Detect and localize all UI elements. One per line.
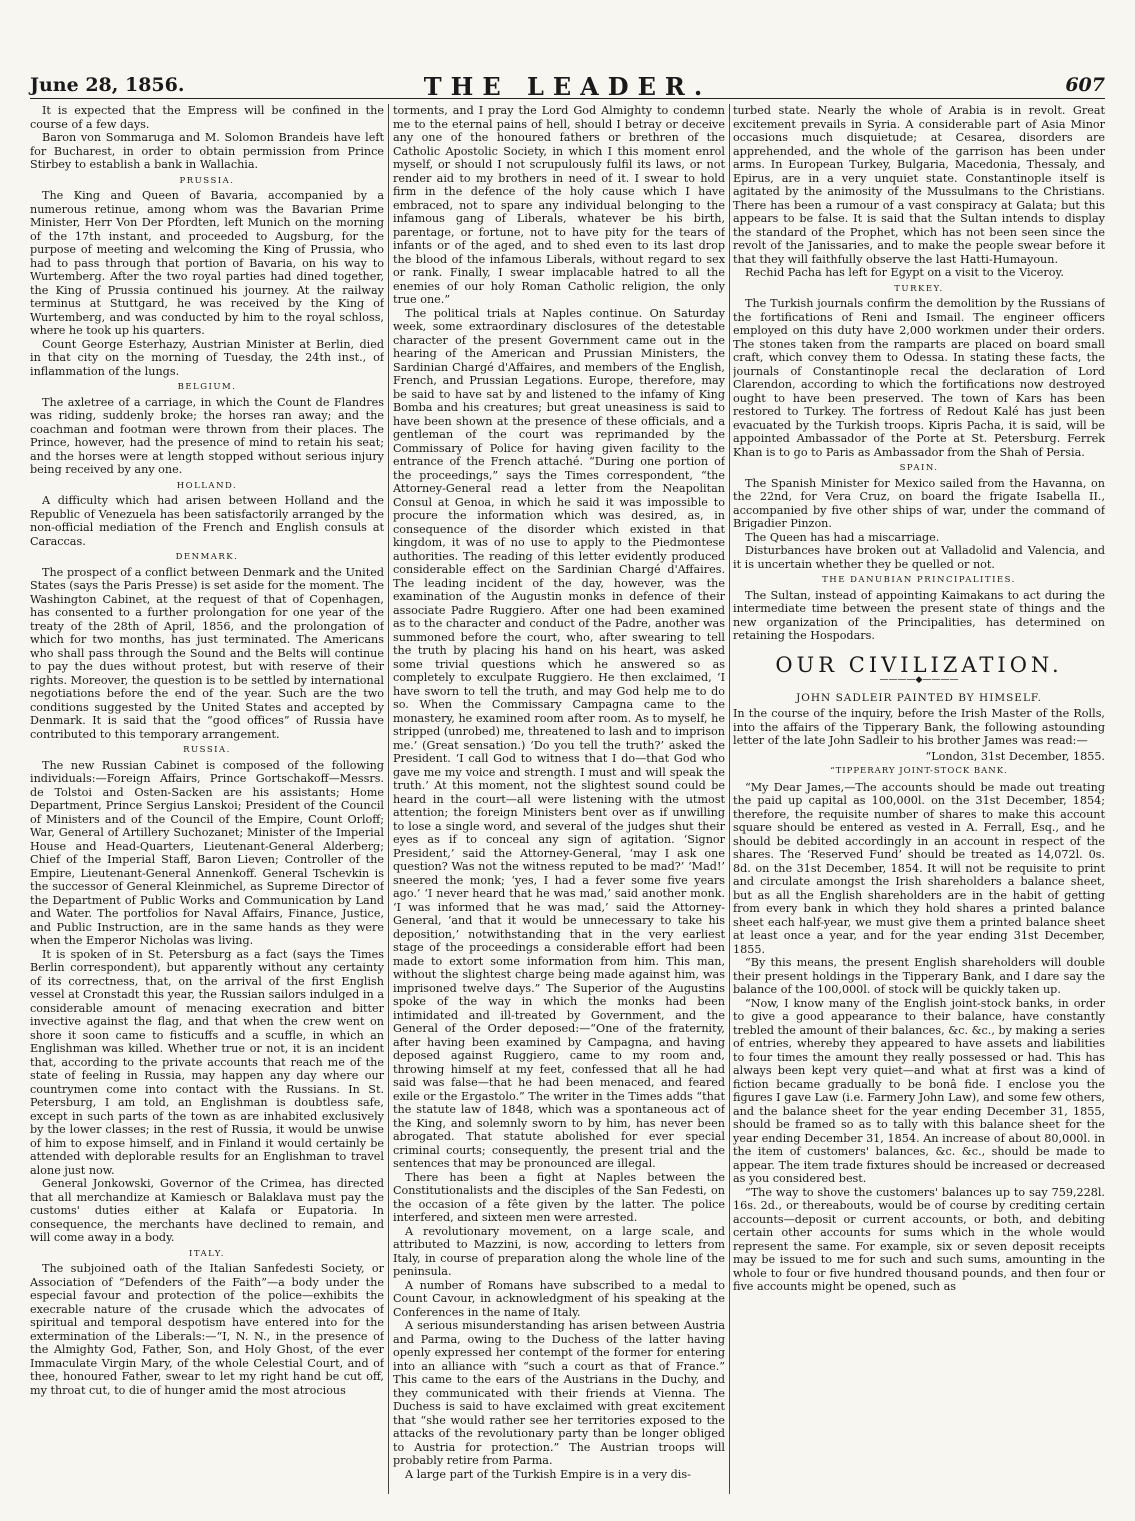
paragraph: The subjoined oath of the Italian Sanfedesti Society, or Association of “Defenders of the Faith”—a body under the especial favour and protection of the police—exhibits the execrable nature of the crusade which the advocates of spiritual and temporal despotism have entered into for the extermination of the Liberals:—“I, N. N., in the presence of the Almighty God, Father, Son, and Holy Ghost, of the ever Immaculate Virgin Mary, of the whole Celestial Court, and of thee, honoured Father, swear to let my right hand be cut off, my throat cut, to die of hunger amid the most atrocious <box>30 1262 384 1397</box>
paragraph: A large part of the Turkish Empire is in a very dis- <box>405 1467 691 1481</box>
paragraph: Disturbances have broken out at Valladolid and Valencia, and it is uncertain whether they be quelled or not. <box>733 544 1105 571</box>
paragraph: Count George Esterhazy, Austrian Minister at Berlin, died in that city on the morning of Tuesday, the 24th inst., of inflammation of the lungs. <box>30 337 384 378</box>
foreign-news-continued <box>733 104 1105 643</box>
paragraph: A number of Romans have subscribed to a medal to Count Cavour, in acknowledgment of his speaking at the Conferences in the name of Italy. <box>393 1278 725 1319</box>
paragraph: The Spanish Minister for Mexico sailed from the Havanna, on the 22nd, for Vera Cruz, on board the frigate Isabella II., accompanied by five other ships of war, under the command of Brigadier Pinzon. <box>733 476 1105 530</box>
letter-paragraph: “The way to shove the customers' balances up to say 759,228l. 16s. 2d., or thereabouts, would be of course by crediting certain accounts—deposit or current accounts, or both, and debiting certain other accounts for sums which in the whole would represent the same. For example, six or seven deposit receipts may be issued to me for such and such sums, amounting in the whole to four or five hundred thousand pounds, and then four or five accounts might be opened, such as <box>733 1185 1105 1293</box>
masthead <box>30 72 1105 99</box>
section-heading: PRUSSIA. <box>179 175 235 186</box>
paragraph: torments, and I pray the Lord God Almighty to condemn me to the eternal pains of hell, should I betray or deceive any one of the honoured fathers or brethren of the Catholic Apostolic Society, in which I this moment enrol myself, or should I not scrupulously fulfil its laws, or not render aid to my brothers in need of it. I swear to hold firm in the defence of the holy cause which I have embraced, not to spare any individual belonging to the infamous gang of Liberals, whatever be his birth, parentage, or fortune, not to have pity for the tears of infants or of the aged, and to shed even to its last drop the blood of the infamous Liberals, without regard to sex or rank. Finally, I swear implacable hatred to all the enemies of our holy Roman Catholic religion, the only true one.” <box>393 104 725 306</box>
column-1 <box>30 104 384 1494</box>
paragraph: turbed state. Nearly the whole of Arabia is in revolt. Great excitement prevails in Syria. A considerable part of Asia Minor occasions much disquietude; at Cesarea, disorders are apprehended, and the whole of the garrison has been under arms. In European Turkey, Bulgaria, Macedonia, Thessaly, and Epirus, are in a very unquiet state. Constantinople itself is agitated by the animosity of the Mussulmans to the Christians. There has been a rumour of a vast conspiracy at Galata; but this appears to be false. It is said that the Sultan intends to display the standard of the Prophet, which has not been seen since the revolt of the Janissaries, and to make the people swear before it that they will faithfully observe the last Hatti-Humayoun. <box>733 104 1105 266</box>
section-heading: BELGIUM. <box>177 382 237 392</box>
paragraph: A revolutionary movement, on a large scale, and attributed to Mazzini, is now, according to letters from Italy, in course of preparation along the whole line of the peninsula. <box>393 1224 725 1278</box>
paragraph: General Jonkowski, Governor of the Crimea, has directed that all merchandize at Kamiesch or Balaklava must pay the customs' duties either at Kalafa or Eupatoria. In consequence, the merchants have declined to remain, and will come away in a body. <box>30 1177 384 1244</box>
letter-paragraph: “Now, I know many of the English joint-stock banks, in order to give a good appearance to their balance, have constantly trebled the amount of their balances, &c. &c., by making a series of entries, whereby they appeared to have assets and liabilities to four times the amount they really possessed or had. This has always been kept very quiet—and what at first was a kind of fiction became gradually to be bonâ fide. I enclose you the figures I gave Law (i.e. Farmery John Law), and some few others, and the balance sheet for the year ending December 31, 1855, should be framed so as to tally with this balance sheet for the year ending December 31, 1854. An increase of about 80,000l. in the item of customers' balances, &c. &c., should be made to appear. The item trade fixtures should be increased or decreased as you considered best. <box>733 996 1105 1185</box>
section-heading: SPAIN. <box>899 463 939 473</box>
section-heading: THE DANUBIAN PRINCIPALITIES. <box>822 575 1016 585</box>
section-heading: HOLLAND. <box>176 480 238 491</box>
page-number: 607 <box>1065 74 1105 96</box>
column-rule <box>729 104 730 1494</box>
paragraph: The prospect of a conflict between Denmark and the United States (says the Paris Presse) is set aside for the moment. The Washington Cabinet, at the request of that of Copenhagen, has consented to a further prolongation for one year of the treaty of the 28th of April, 1856, and the prolongation of which for two months, has just terminated. The Americans who shall pass through the Sound and the Belts will continue to pay the dues without protest, but with reserve of their rights. Moreover, the question is to be settled by international negotiations before the end of the year. Such are the two conditions suggested by the United States and accepted by Denmark. It is said that the “good offices” of Russia have contributed to this temporary arrangement. <box>30 565 384 741</box>
letter-paragraph: “By this means, the present English shareholders will double their present holdings in the Tipperary Bank, and I dare say the balance of the 100,000l. of stock will be quickly taken up. <box>733 956 1105 996</box>
our-civilization-section <box>733 652 1105 1294</box>
paragraph: The political trials at Naples continue. On Saturday week, some extraordinary disclosures of the detestable character of the present Government came out in the hearing of the American and Prussian Ministers, the Sardinian Chargé d'Affaires, and members of the English, French, and Prussian Legations. Europe, therefore, may be said to have sat by and listened to the infamy of King Bomba and his creatures; but great uneasiness is said to have been shown at the presence of these officials, and a gentleman of the court was reprimanded by the Commissary of Police for having given facility to the entrance of the French attaché. “During one portion of the proceedings,” says the Times correspondent, “the Attorney-General read a letter from the Neapolitan Consul at Genoa, in which he said it was impossible to procure the information which was desired, as, in consequence of the disorder which existed in that kingdom, it was of no use to apply to the Piedmontese authorities. The reading of this letter evidently produced considerable effect on the Sardinian Chargé d'Affaires. The leading incident of the day, however, was the examination of the Augustin monks in defence of their associate Padre Ruggiero. After one had been examined as to the character and conduct of the Padre, another was summoned before the court, who, after swearing to tell the truth by placing his hand on his heart, was asked some trivial questions which he answered so as completely to exculpate Ruggiero. He then exclaimed, ‘I have sworn to tell the truth, and may God help me to do so. When the Commissary Campagna came to the monastery, he examined room after room. As to myself, he stripped (unrobed) me, threatened to lash and to imprison me.’ (Great sensation.) ‘Do you tell the truth?’ asked the President. ‘I call God to witness that I do—that God who gave me my voice and strength. I must and will speak the truth.’ At this moment, not the slightest sound could be heard in the court—all were listening with the utmost attention; the foreign Ministers bent over as if unwilling to lose a single word, and several of the judges shut their eyes as if to conceal any sign of agitation. ‘Signor President,’ said the Attorney-General, ‘may I ask one question? Was not the witness reputed to be mad?’ ‘Mad!’ sneered the monk; ‘yes, I had a fever some five years ago.’ ‘I never heard that he was mad,’ said another monk. ‘I was informed that he was mad,’ said the Attorney-General, ‘and that it would be unnecessary to take his deposition,’ notwithstanding that in the very earliest stage of the proceedings a considerable effort had been made to extort some information from him. This man, without the slightest charge being made against him, was imprisoned twelve days.” The Superior of the Augustins spoke of the way in which the monks had been intimidated and ill-treated by Government, and the General of the Order deposed:—“One of the fraternity, after having been examined by Campagna, and having deposed against Ruggiero, came to my room and, throwing himself at my feet, confessed that all he had said was false—that he had been menaced, and feared exile or the Ergastolo.” The writer in the Times adds “that the statute law of 1848, which was a spontaneous act of the King, and solemnly sworn to by him, has never been abrogated. That statute abolished for ever special criminal courts; consequently, the present trial and the sentences that may be pronounced are illegal. <box>393 306 725 1170</box>
paragraph: Baron von Sommaruga and M. Solomon Brandeis have left for Bucharest, in order to obtain permission from Prince Stirbey to establish a bank in Wallachia. <box>30 131 384 171</box>
paragraph: The King and Queen of Bavaria, accompanied by a numerous retinue, among whom was the Bavarian Prime Minister, Herr Von Der Pfordten, left Munich on the morning of the 17th instant, and proceeded to Augsburg, for the purpose of meeting and welcoming the King of Prussia, who had to pass through that portion of Bavaria, on his way to Wurtemberg. After the two royal parties had dined together, the King of Prussia continued his journey. At the railway terminus at Stuttgard, he was received by the King of Wurtemberg, and was conducted by him to the royal schloss, where he took up his quarters. <box>30 189 384 337</box>
section-heading: RUSSIA. <box>183 745 231 755</box>
column-rule <box>388 104 389 1494</box>
paragraph: A difficulty which had arisen between Holland and the Republic of Venezuela has been satisfactorily arranged by the non-official mediation of the French and English consuls at Caraccas. <box>30 494 384 548</box>
column-2 <box>393 104 725 1494</box>
paragraph: A serious misunderstanding has arisen between Austria and Parma, owing to the Duchess of the latter having openly expressed her contempt of the former for entering into an alliance with “such a court as that of France.” This came to the ears of the Austrians in the Duchy, and they communicated with their friends at Vienna. The Duchess is said to have exclaimed with great excitement that “she would rather see her territories exposed to the attacks of the revolutionary party than be longer obliged to Austria for protection.” The Austrian troops will probably retire from Parma. <box>393 1319 725 1467</box>
letter-paragraph: “My Dear James,—The accounts should be made out treating the paid up capital as 100,000l. on the 31st December, 1854; therefore, the requisite number of shares to make this account square should be entered as vested in A. Ferrall, Esq., and he should be debited accordingly in an account in respect of the shares. The ‘Reserved Fund’ should be treated as 14,072l. 0s. 8d. on the 31st December, 1854. It will not be requisite to print and circulate amongst the Irish shareholders a balance sheet, but as all the English shareholders are in the habit of getting from every bank in which they hold shares a printed balance sheet each half-year, we must give them a printed balance sheet at least once a year, and for the year ending 31st December, 1855. <box>733 780 1105 956</box>
paragraph: Rechid Pacha has left for Egypt on a visit to the Viceroy. <box>745 266 1064 279</box>
section-title: OUR CIVILIZATION. <box>775 652 1063 677</box>
paragraph: The Queen has had a miscarriage. <box>745 530 940 544</box>
letter-dateline: “London, 31st December, 1855. <box>925 749 1105 763</box>
letter-heading: “TIPPERARY JOINT-STOCK BANK. <box>830 766 1008 776</box>
paragraph: There has been a fight at Naples between the Constitutionalists and the disciples of the San Fedesti, on the occasion of a fête given by the latter. The police interfered, and sixteen men were arrested. <box>393 1170 725 1224</box>
paragraph: It is expected that the Empress will be confined in the course of a few days. <box>30 104 384 131</box>
column-3 <box>733 104 1105 1494</box>
section-heading: DENMARK. <box>175 552 239 562</box>
section-heading: TURKEY. <box>894 283 944 294</box>
publication-title: THE LEADER. <box>423 72 712 101</box>
paragraph: The axletree of a carriage, in which the Count de Flandres was riding, suddenly broke; the horses ran away; and the coachman and footman were thrown from their places. The Prince, however, had the presence of mind to retain his seat; and the horses were at length stopped without serious injury being received by any one. <box>30 395 384 476</box>
article-intro: In the course of the inquiry, before the Irish Master of the Rolls, into the affairs of the Tipperary Bank, the following astounding letter of the late John Sadleir to his brother James was read:— <box>733 707 1105 747</box>
paragraph: The new Russian Cabinet is composed of the following individuals:—Foreign Affairs, Prince Gortschakoff—Messrs. de Tolstoi and Osten-Sacken are his assistants; Home Department, Prince Sergius Lanskoi; President of the Council of Ministers and of the Council of the Empire, Count Orloff; War, General of Artillery Suchozanet; Minister of the Imperial House and Head-Quarters, Lieutenant-General Alderberg; Chief of the Imperial Staff, Baron Lieven; Controller of the Empire, Lieutenant-General Annenkoff. General Tschevkin is the successor of General Kleinmichel, as Supreme Director of the Department of Public Works and Communication by Land and Water. The portfolios for Naval Affairs, Finance, Justice, and Public Instruction, are in the same hands as they were when the Emperor Nicholas was living. <box>30 758 384 947</box>
paragraph: The Turkish journals confirm the demolition by the Russians of the fortifications of Reni and Ismail. The engineer officers employed on this duty have 2,000 workmen under their orders. The stones taken from the ramparts are placed on board small craft, which convey them to Odessa. In stating these facts, the journals of Constantinople recal the declaration of Lord Clarendon, according to which the fortifications now destroyed ought to have been preserved. The town of Kars has been restored to Turkey. The fortress of Redout Kalé has just been evacuated by the Turkish troops. Kipris Pacha, it is said, will be appointed Ambassador of the Porte at St. Petersburg. Ferrek Khan is to go to Paris as Ambassador from the Shah of Persia. <box>733 297 1105 459</box>
issue-date: June 28, 1856. <box>30 74 185 96</box>
article-subtitle: JOHN SADLEIR PAINTED BY HIMSELF. <box>796 691 1042 704</box>
section-heading: ITALY. <box>188 1248 226 1259</box>
ornament-divider: ————◆———— <box>879 675 959 685</box>
paragraph: It is spoken of in St. Petersburg as a fact (says the Times Berlin correspondent), but apparently without any certainty of its correctness, that, on the arrival of the first English vessel at Cronstadt this year, the Russian sailors indulged in a considerable amount of menacing execration and bitter invective against the flag, and that when the crew went on shore it soon came to fisticuffs and a scuffle, in which an Englishman was killed. Whether true or not, it is an incident that, according to the private accounts that reach me of the state of feeling in Russia, may happen any day where our countrymen come into contact with the Russians. In St. Petersburg, I am told, an Englishman is doubtless safe, except in such parts of the town as are inhabited exclusively by the lower classes; in the rest of Russia, it would be unwise of him to expose himself, and in Finland it would certainly be attended with deplorable results for an Englishman to travel alone just now. <box>30 947 384 1177</box>
paragraph: The Sultan, instead of appointing Kaimakans to act during the intermediate time between the present state of things and the new organization of the Principalities, has determined on retaining the Hospodars. <box>733 588 1105 642</box>
